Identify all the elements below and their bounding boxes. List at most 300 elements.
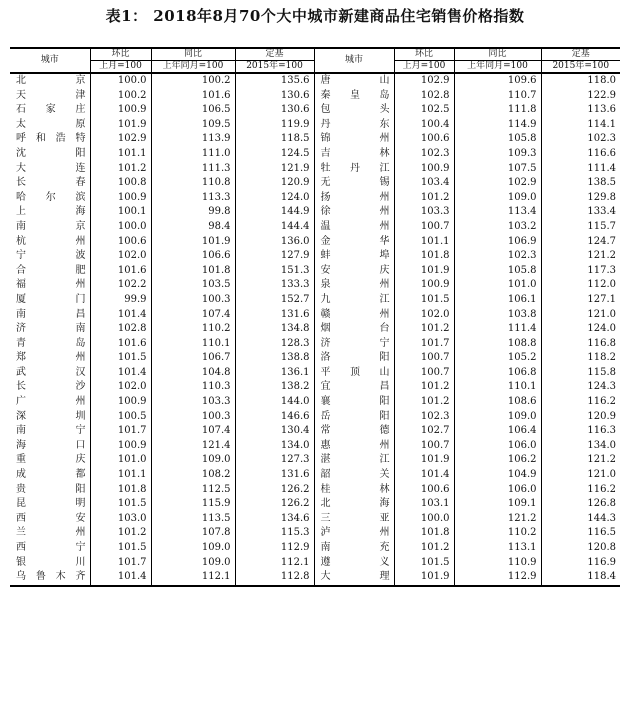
left-mom-cell: 101.2 (90, 162, 151, 177)
table-row (10, 89, 620, 104)
left-mom-cell: 100.5 (90, 410, 151, 425)
left-yoy-cell: 101.9 (151, 235, 235, 250)
table-title: 表1： 2018年8月70个大中城市新建商品住宅销售价格指数 (105, 7, 525, 25)
right-city-cell: 唐 山 (314, 73, 394, 89)
left-city-cell: 厦 门 (16, 293, 86, 305)
left-yoy-cell: 107.4 (151, 424, 235, 439)
right-yoy-cell: 101.0 (454, 278, 541, 293)
right-base-cell: 116.8 (541, 337, 620, 352)
left-yoy-cell: 100.2 (151, 73, 235, 89)
right-city-cell: 徐 州 (314, 205, 394, 220)
right-mom-cell: 102.5 (394, 103, 454, 118)
left-mom-cell: 100.0 (90, 73, 151, 89)
right-city-cell: 金 华 (314, 235, 394, 250)
left-base-cell: 112.8 (235, 570, 314, 586)
left-city-cell: 福 州 (16, 279, 86, 291)
right-base-cell: 120.8 (541, 541, 620, 556)
right-base-cell: 114.1 (541, 118, 620, 133)
right-mom-cell: 101.1 (394, 235, 454, 250)
left-yoy-cell: 107.4 (151, 308, 235, 323)
right-city-cell: 泸 州 (314, 526, 394, 541)
right-mom-cell: 101.2 (394, 191, 454, 206)
table-row (10, 410, 620, 425)
right-base-cell: 115.7 (541, 220, 620, 235)
right-mom-cell: 102.8 (394, 89, 454, 104)
left-yoy-cell: 101.6 (151, 89, 235, 104)
left-base-cell: 134.8 (235, 322, 314, 337)
right-mom-cell: 103.1 (394, 497, 454, 512)
left-base-cell: 138.8 (235, 351, 314, 366)
table-row (10, 395, 620, 410)
right-yoy-cell: 102.9 (454, 176, 541, 191)
left-base-cell: 130.6 (235, 103, 314, 118)
table-row (10, 556, 620, 571)
left-yoy-cell: 108.2 (151, 468, 235, 483)
right-yoy-cell: 111.8 (454, 103, 541, 118)
table-row (10, 337, 620, 352)
right-mom-cell: 101.2 (394, 541, 454, 556)
left-yoy-cell: 110.1 (151, 337, 235, 352)
left-city-cell: 长 春 (16, 177, 86, 189)
left-base-cell: 146.6 (235, 410, 314, 425)
left-yoy-cell: 109.0 (151, 453, 235, 468)
right-yoy-cell: 110.2 (454, 526, 541, 541)
left-yoy-cell: 110.3 (151, 380, 235, 395)
right-base-cell: 126.8 (541, 497, 620, 512)
left-yoy-cell: 103.3 (151, 395, 235, 410)
right-base-cell: 118.2 (541, 351, 620, 366)
right-yoy-cell: 106.1 (454, 293, 541, 308)
left-yoy-cell: 99.8 (151, 205, 235, 220)
left-city-cell: 西 宁 (16, 542, 86, 553)
left-mom-cell: 102.0 (90, 249, 151, 264)
left-base-cell: 124.0 (235, 191, 314, 206)
header-base-right: 定基 (541, 48, 620, 61)
right-base-cell: 121.2 (541, 249, 620, 264)
left-mom-cell: 101.7 (90, 556, 151, 571)
right-yoy-cell: 113.1 (454, 541, 541, 556)
right-city-cell: 丹 东 (314, 118, 394, 133)
left-yoy-cell: 98.4 (151, 220, 235, 235)
right-base-cell: 116.9 (541, 556, 620, 571)
right-yoy-cell: 106.9 (454, 235, 541, 250)
right-base-cell: 122.9 (541, 89, 620, 104)
right-base-cell: 121.0 (541, 308, 620, 323)
header-base-sub-left: 2015年=100 (235, 61, 314, 74)
table-row (10, 424, 620, 439)
left-yoy-cell: 121.4 (151, 439, 235, 454)
table-row (10, 380, 620, 395)
right-city-cell: 湛 江 (314, 453, 394, 468)
left-base-cell: 151.3 (235, 264, 314, 279)
right-mom-cell: 103.3 (394, 205, 454, 220)
right-city-cell: 吉 林 (314, 147, 394, 162)
right-base-cell: 118.0 (541, 73, 620, 89)
table-row (10, 322, 620, 337)
header-base-sub-right: 2015年=100 (541, 61, 620, 74)
left-city-cell: 济 南 (16, 323, 86, 335)
right-base-cell: 120.9 (541, 410, 620, 425)
right-mom-cell: 101.9 (394, 264, 454, 279)
left-base-cell: 118.5 (235, 132, 314, 147)
left-yoy-cell: 112.5 (151, 483, 235, 498)
header-mom-sub-right: 上月=100 (394, 61, 454, 74)
left-city-cell: 长 沙 (16, 381, 86, 393)
left-mom-cell: 100.2 (90, 89, 151, 104)
left-mom-cell: 101.4 (90, 308, 151, 323)
table-row (10, 176, 620, 191)
right-mom-cell: 101.2 (394, 380, 454, 395)
left-mom-cell: 101.5 (90, 541, 151, 556)
left-base-cell: 112.1 (235, 556, 314, 571)
right-base-cell: 134.0 (541, 439, 620, 454)
left-yoy-cell: 109.0 (151, 556, 235, 571)
left-yoy-cell: 106.5 (151, 103, 235, 118)
right-base-cell: 127.1 (541, 293, 620, 308)
left-city-cell: 海 口 (16, 439, 86, 451)
table-row (10, 483, 620, 498)
header-yoy-sub-right: 上年同月=100 (454, 61, 541, 74)
left-city-cell: 太 原 (16, 118, 86, 130)
left-mom-cell: 102.9 (90, 132, 151, 147)
left-city-cell: 郑 州 (16, 352, 86, 364)
right-city-cell: 遵 义 (314, 556, 394, 571)
header-mom-right: 环比 (394, 48, 454, 61)
left-yoy-cell: 110.2 (151, 322, 235, 337)
right-mom-cell: 101.9 (394, 453, 454, 468)
left-mom-cell: 102.8 (90, 322, 151, 337)
right-base-cell: 115.8 (541, 366, 620, 381)
left-mom-cell: 100.9 (90, 103, 151, 118)
left-city-cell: 合 肥 (16, 264, 86, 276)
right-city-cell: 温 州 (314, 220, 394, 235)
right-city-cell: 北 海 (314, 497, 394, 512)
table-row (10, 103, 620, 118)
left-city-cell: 重 庆 (16, 454, 86, 466)
left-mom-cell: 100.6 (90, 235, 151, 250)
right-base-cell: 116.6 (541, 147, 620, 162)
left-city-cell: 宁 波 (16, 250, 86, 262)
right-mom-cell: 103.4 (394, 176, 454, 191)
right-yoy-cell: 108.6 (454, 395, 541, 410)
right-mom-cell: 101.8 (394, 526, 454, 541)
right-yoy-cell: 111.4 (454, 322, 541, 337)
table-row (10, 278, 620, 293)
right-base-cell: 124.7 (541, 235, 620, 250)
left-mom-cell: 101.2 (90, 526, 151, 541)
left-base-cell: 126.2 (235, 497, 314, 512)
table-row (10, 497, 620, 512)
right-yoy-cell: 106.2 (454, 453, 541, 468)
left-base-cell: 135.6 (235, 73, 314, 89)
right-yoy-cell: 121.2 (454, 512, 541, 527)
left-base-cell: 127.3 (235, 453, 314, 468)
left-city-cell: 南 宁 (16, 425, 86, 437)
right-city-cell: 惠 州 (314, 439, 394, 454)
right-yoy-cell: 109.3 (454, 147, 541, 162)
left-city-cell: 青 岛 (16, 337, 86, 349)
right-base-cell: 102.3 (541, 132, 620, 147)
right-yoy-cell: 106.4 (454, 424, 541, 439)
right-city-cell: 无 锡 (314, 176, 394, 191)
right-base-cell: 116.3 (541, 424, 620, 439)
table-row (10, 541, 620, 556)
left-mom-cell: 101.1 (90, 468, 151, 483)
left-mom-cell: 101.6 (90, 337, 151, 352)
left-base-cell: 130.6 (235, 89, 314, 104)
right-yoy-cell: 107.5 (454, 162, 541, 177)
right-city-cell: 泉 州 (314, 278, 394, 293)
right-yoy-cell: 110.7 (454, 89, 541, 104)
right-mom-cell: 102.7 (394, 424, 454, 439)
right-yoy-cell: 105.8 (454, 264, 541, 279)
right-mom-cell: 100.7 (394, 220, 454, 235)
left-city-cell: 乌鲁木齐 (16, 571, 86, 583)
right-yoy-cell: 102.3 (454, 249, 541, 264)
left-base-cell: 128.3 (235, 337, 314, 352)
right-mom-cell: 100.9 (394, 278, 454, 293)
left-mom-cell: 103.0 (90, 512, 151, 527)
left-yoy-cell: 112.1 (151, 570, 235, 586)
left-yoy-cell: 109.5 (151, 118, 235, 133)
right-mom-cell: 100.7 (394, 366, 454, 381)
right-yoy-cell: 109.0 (454, 410, 541, 425)
left-mom-cell: 100.9 (90, 191, 151, 206)
table-row (10, 351, 620, 366)
left-city-cell: 杭 州 (16, 235, 86, 247)
right-city-cell: 扬 州 (314, 191, 394, 206)
right-base-cell: 138.5 (541, 176, 620, 191)
right-mom-cell: 101.7 (394, 337, 454, 352)
left-city-cell: 武 汉 (16, 366, 86, 378)
left-city-cell: 上 海 (16, 206, 86, 218)
left-base-cell: 136.1 (235, 366, 314, 381)
left-city-cell: 哈尔滨 (16, 191, 86, 203)
right-base-cell: 116.2 (541, 395, 620, 410)
left-mom-cell: 101.6 (90, 264, 151, 279)
left-yoy-cell: 111.0 (151, 147, 235, 162)
left-mom-cell: 101.0 (90, 453, 151, 468)
right-city-cell: 安 庆 (314, 264, 394, 279)
right-yoy-cell: 103.8 (454, 308, 541, 323)
left-yoy-cell: 101.8 (151, 264, 235, 279)
right-yoy-cell: 114.9 (454, 118, 541, 133)
right-base-cell: 111.4 (541, 162, 620, 177)
header-yoy-sub-left: 上年同月=100 (151, 61, 235, 74)
right-city-cell: 韶 关 (314, 468, 394, 483)
left-yoy-cell: 111.3 (151, 162, 235, 177)
left-yoy-cell: 104.8 (151, 366, 235, 381)
right-city-cell: 桂 林 (314, 483, 394, 498)
left-base-cell: 131.6 (235, 468, 314, 483)
left-base-cell: 119.9 (235, 118, 314, 133)
left-yoy-cell: 113.9 (151, 132, 235, 147)
left-yoy-cell: 106.7 (151, 351, 235, 366)
right-city-cell: 平顶山 (314, 366, 394, 381)
right-city-cell: 牡丹江 (314, 162, 394, 177)
table-row (10, 468, 620, 483)
left-base-cell: 136.0 (235, 235, 314, 250)
table-row (10, 205, 620, 220)
right-city-cell: 三 亚 (314, 512, 394, 527)
left-city-cell: 成 都 (16, 469, 86, 481)
right-base-cell: 118.4 (541, 570, 620, 586)
left-city-cell: 沈 阳 (16, 147, 86, 159)
left-base-cell: 112.9 (235, 541, 314, 556)
left-mom-cell: 101.5 (90, 497, 151, 512)
right-mom-cell: 100.0 (394, 512, 454, 527)
right-mom-cell: 101.5 (394, 293, 454, 308)
right-yoy-cell: 113.4 (454, 205, 541, 220)
right-yoy-cell: 110.9 (454, 556, 541, 571)
left-city-cell: 昆 明 (16, 498, 86, 510)
right-city-cell: 济 宁 (314, 337, 394, 352)
left-city-cell: 西 安 (16, 512, 86, 524)
header-yoy-left: 同比 (151, 48, 235, 61)
right-mom-cell: 102.9 (394, 73, 454, 89)
table-row (10, 293, 620, 308)
left-mom-cell: 100.1 (90, 205, 151, 220)
table-row (10, 118, 620, 133)
left-mom-cell: 102.0 (90, 380, 151, 395)
table-row (10, 132, 620, 147)
right-base-cell: 116.2 (541, 483, 620, 498)
right-city-cell: 九 江 (314, 293, 394, 308)
left-mom-cell: 101.5 (90, 351, 151, 366)
table-row (10, 220, 620, 235)
right-base-cell: 124.0 (541, 322, 620, 337)
left-base-cell: 138.2 (235, 380, 314, 395)
left-mom-cell: 101.1 (90, 147, 151, 162)
right-mom-cell: 101.4 (394, 468, 454, 483)
left-city-cell: 南 昌 (16, 308, 86, 320)
left-mom-cell: 101.8 (90, 483, 151, 498)
table-row (10, 512, 620, 527)
right-city-cell: 洛 阳 (314, 351, 394, 366)
right-mom-cell: 102.3 (394, 410, 454, 425)
right-mom-cell: 100.6 (394, 132, 454, 147)
right-city-cell: 大 理 (314, 570, 394, 586)
left-mom-cell: 100.0 (90, 220, 151, 235)
table-row (10, 191, 620, 206)
left-mom-cell: 101.7 (90, 424, 151, 439)
right-yoy-cell: 106.8 (454, 366, 541, 381)
left-base-cell: 121.9 (235, 162, 314, 177)
right-city-cell: 常 德 (314, 424, 394, 439)
table-row (10, 162, 620, 177)
left-city-cell: 北 京 (16, 75, 86, 86)
right-mom-cell: 100.7 (394, 439, 454, 454)
left-city-cell: 深 圳 (16, 410, 86, 422)
right-mom-cell: 102.0 (394, 308, 454, 323)
table-row (10, 235, 620, 250)
right-yoy-cell: 109.1 (454, 497, 541, 512)
right-base-cell: 112.0 (541, 278, 620, 293)
right-mom-cell: 101.2 (394, 395, 454, 410)
left-city-cell: 天 津 (16, 89, 86, 101)
right-yoy-cell: 106.0 (454, 439, 541, 454)
left-yoy-cell: 106.6 (151, 249, 235, 264)
header-base-left: 定基 (235, 48, 314, 61)
table-body (10, 73, 620, 586)
left-mom-cell: 100.9 (90, 439, 151, 454)
left-mom-cell: 101.9 (90, 118, 151, 133)
right-city-cell: 蚌 埠 (314, 249, 394, 264)
right-city-cell: 包 头 (314, 103, 394, 118)
right-yoy-cell: 109.0 (454, 191, 541, 206)
right-yoy-cell: 103.2 (454, 220, 541, 235)
left-yoy-cell: 113.5 (151, 512, 235, 527)
right-mom-cell: 100.6 (394, 483, 454, 498)
left-yoy-cell: 100.3 (151, 410, 235, 425)
left-yoy-cell: 100.3 (151, 293, 235, 308)
right-base-cell: 124.3 (541, 380, 620, 395)
header-city-right: 城市 (314, 48, 394, 73)
table-row (10, 453, 620, 468)
left-yoy-cell: 107.8 (151, 526, 235, 541)
left-base-cell: 134.0 (235, 439, 314, 454)
left-base-cell: 124.5 (235, 147, 314, 162)
left-mom-cell: 101.4 (90, 570, 151, 586)
left-base-cell: 127.9 (235, 249, 314, 264)
left-base-cell: 131.6 (235, 308, 314, 323)
right-mom-cell: 101.5 (394, 556, 454, 571)
right-yoy-cell: 108.8 (454, 337, 541, 352)
right-base-cell: 117.3 (541, 264, 620, 279)
left-yoy-cell: 115.9 (151, 497, 235, 512)
left-yoy-cell: 110.8 (151, 176, 235, 191)
left-base-cell: 115.3 (235, 526, 314, 541)
price-index-table (10, 47, 620, 587)
left-city-cell: 贵 阳 (16, 483, 86, 495)
table-row (10, 570, 620, 586)
table-row (10, 249, 620, 264)
left-base-cell: 144.0 (235, 395, 314, 410)
right-yoy-cell: 105.8 (454, 132, 541, 147)
header-yoy-right: 同比 (454, 48, 541, 61)
right-mom-cell: 101.2 (394, 322, 454, 337)
header-mom-sub-left: 上月=100 (90, 61, 151, 74)
right-mom-cell: 101.9 (394, 570, 454, 586)
left-mom-cell: 101.4 (90, 366, 151, 381)
right-yoy-cell: 109.6 (454, 73, 541, 89)
right-yoy-cell: 106.0 (454, 483, 541, 498)
table-row (10, 147, 620, 162)
left-mom-cell: 102.2 (90, 278, 151, 293)
right-yoy-cell: 110.1 (454, 380, 541, 395)
left-city-cell: 兰 州 (16, 527, 86, 539)
left-yoy-cell: 113.3 (151, 191, 235, 206)
left-city-cell: 南 京 (16, 220, 86, 232)
right-base-cell: 144.3 (541, 512, 620, 527)
right-base-cell: 133.4 (541, 205, 620, 220)
right-base-cell: 129.8 (541, 191, 620, 206)
left-city-cell: 呼和浩特 (16, 133, 86, 145)
left-base-cell: 152.7 (235, 293, 314, 308)
left-base-cell: 120.9 (235, 176, 314, 191)
right-yoy-cell: 105.2 (454, 351, 541, 366)
table-row (10, 73, 620, 89)
right-city-cell: 襄 阳 (314, 395, 394, 410)
right-yoy-cell: 112.9 (454, 570, 541, 586)
left-base-cell: 134.6 (235, 512, 314, 527)
left-mom-cell: 99.9 (90, 293, 151, 308)
right-city-cell: 南 充 (314, 541, 394, 556)
left-base-cell: 130.4 (235, 424, 314, 439)
left-city-cell: 大 连 (16, 162, 86, 174)
right-mom-cell: 100.9 (394, 162, 454, 177)
right-base-cell: 116.5 (541, 526, 620, 541)
